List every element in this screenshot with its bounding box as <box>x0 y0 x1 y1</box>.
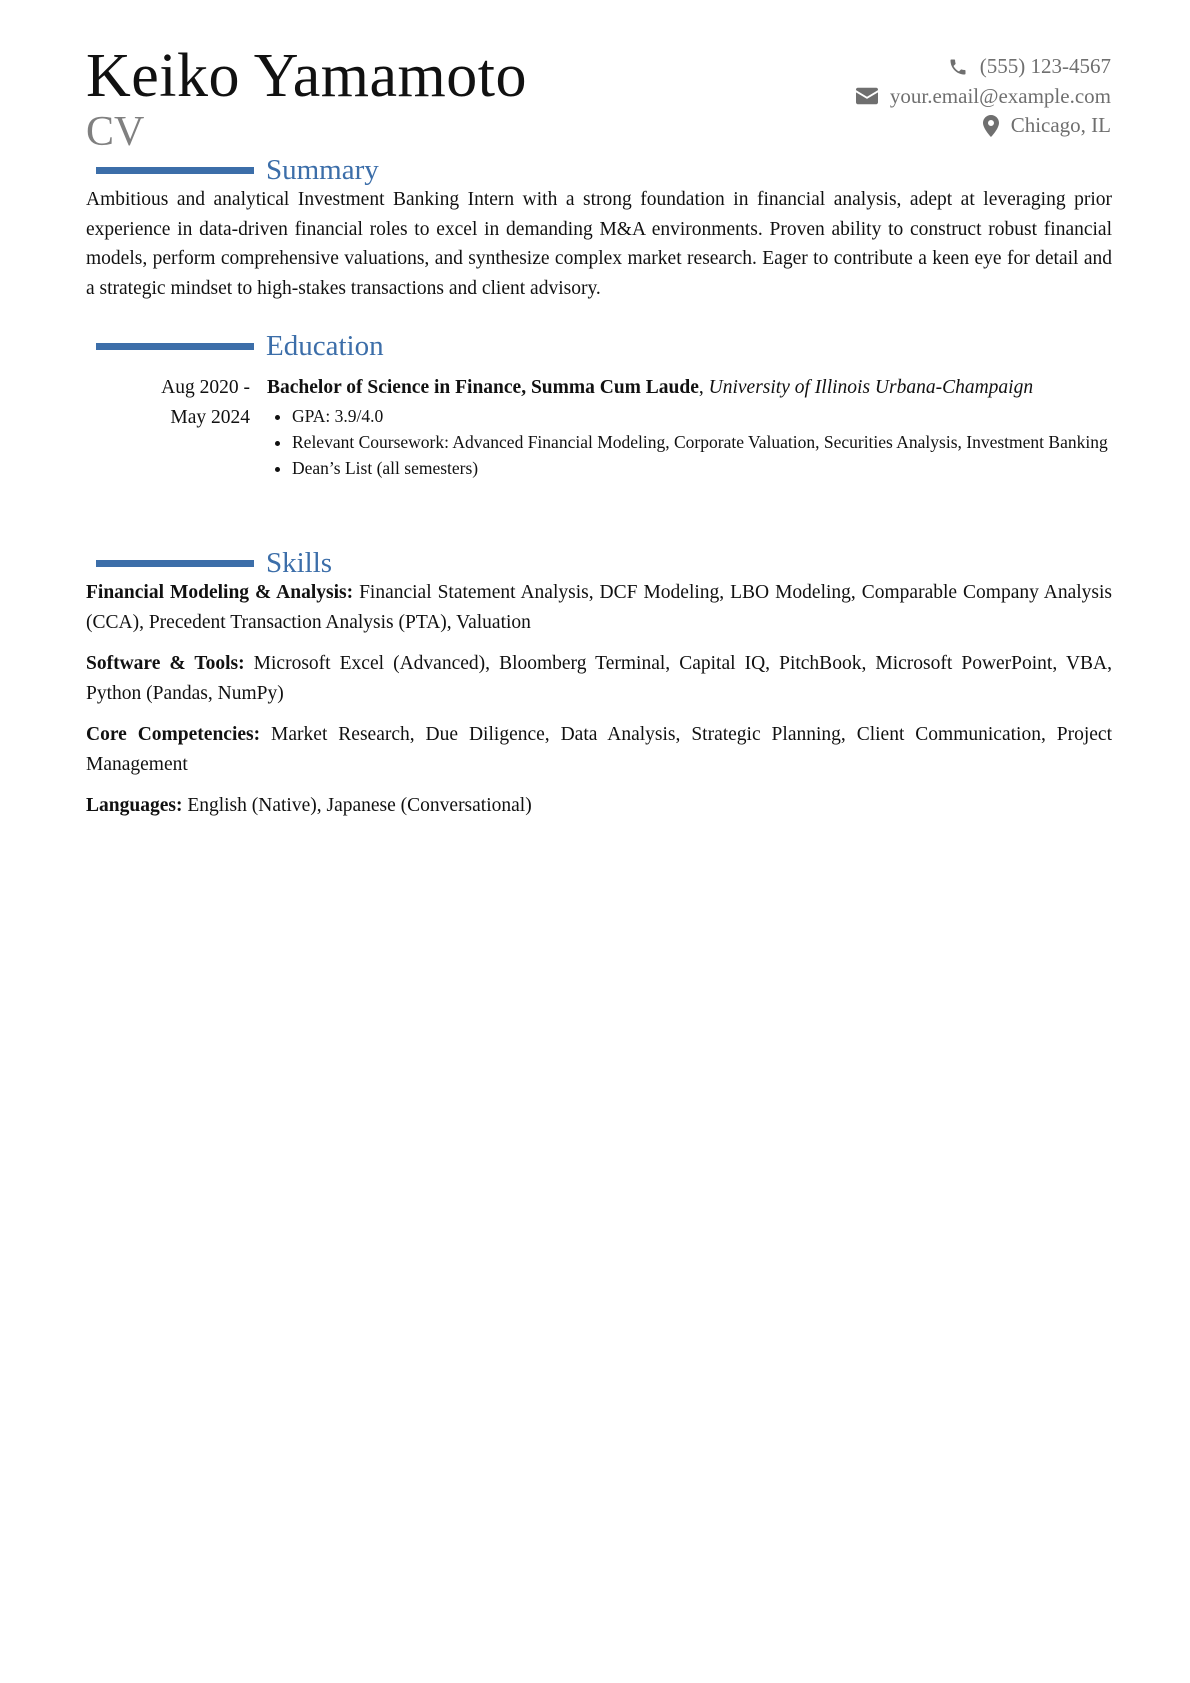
envelope-icon <box>856 87 878 105</box>
school-name: University of Illinois Urbana-Champaign <box>708 377 1034 398</box>
education-date-start: Aug 2020 - <box>161 377 250 398</box>
map-pin-icon <box>983 115 999 137</box>
summary-text <box>86 185 1112 303</box>
contact-phone <box>856 52 1111 82</box>
contact-email <box>856 82 1111 112</box>
skills-list <box>86 578 1112 833</box>
education-section-header <box>96 329 384 363</box>
education-bullet-coursework: • Relevant Coursework: Advanced Financial Modeling, Corporate Valuation, Securities Analysis, Investment Banking <box>292 429 1112 455</box>
skills-section-header <box>96 546 332 580</box>
education-details <box>267 373 1112 481</box>
skill-value: Market Research, Due Diligence, Data Analysis, Strategic Planning, Client Communication, Project Management <box>86 724 1112 775</box>
location-text: Chicago, IL <box>1010 113 1111 138</box>
skill-languages <box>86 791 1112 821</box>
summary-section-header <box>96 153 379 187</box>
section-rule <box>96 167 254 174</box>
skills-title: Skills <box>266 547 333 579</box>
education-bullets <box>267 403 1112 481</box>
summary-title: Summary <box>266 154 379 186</box>
skill-label: Languages: <box>86 795 183 816</box>
document-subtitle: CV <box>86 109 145 155</box>
section-rule <box>96 343 254 350</box>
phone-text: (555) 123-4567 <box>979 54 1111 79</box>
skill-label: Core Competencies: <box>86 724 261 745</box>
skill-label: Software & Tools: <box>86 653 245 674</box>
education-title: Education <box>266 330 384 362</box>
education-bullet-gpa: • GPA: 3.9/4.0 <box>292 403 1112 429</box>
email-link[interactable]: your.email@example.com <box>889 83 1111 108</box>
education-date-end: May 2024 <box>170 406 250 428</box>
education-bullet-deans-list: • Dean’s List (all semesters) <box>292 455 1112 481</box>
person-name: Keiko Yamamoto <box>86 42 527 110</box>
degree-separator: , <box>698 377 709 398</box>
skill-core-competencies <box>86 720 1112 779</box>
degree-name: Bachelor of Science in Finance, Summa Cum Laude <box>267 377 699 398</box>
skill-value: English (Native), Japanese (Conversational) <box>187 795 532 816</box>
skill-financial-modeling <box>86 578 1112 637</box>
skill-value: Microsoft Excel (Advanced), Bloomberg Terminal, Capital IQ, PitchBook, Microsoft PowerPoint, VBA, Python (Pandas, NumPy) <box>86 653 1112 704</box>
education-heading <box>267 373 1112 403</box>
skill-value: Financial Statement Analysis, DCF Modeling, LBO Modeling, Comparable Company Analysis (CCA), Precedent Transaction Analysis (PTA), Valuation <box>86 582 1112 633</box>
skill-software-tools <box>86 649 1112 708</box>
contact-block <box>856 52 1111 141</box>
section-rule <box>96 560 254 567</box>
phone-icon <box>948 57 968 77</box>
summary-paragraph: Ambitious and analytical Investment Banking Intern with a strong foundation in financial analysis, adept at leveraging prior experience in data-driven financial roles to excel in demanding M&A environments. Proven ability to construct robust financial models, perform comprehensive valuations, and synthesize complex market research. Eager to contribute a keen eye for detail and a strategic mindset to high-stakes transactions and client advisory. <box>86 189 1112 299</box>
education-dates <box>86 373 250 432</box>
skill-label: Financial Modeling & Analysis: <box>86 582 354 603</box>
contact-location <box>856 111 1111 141</box>
